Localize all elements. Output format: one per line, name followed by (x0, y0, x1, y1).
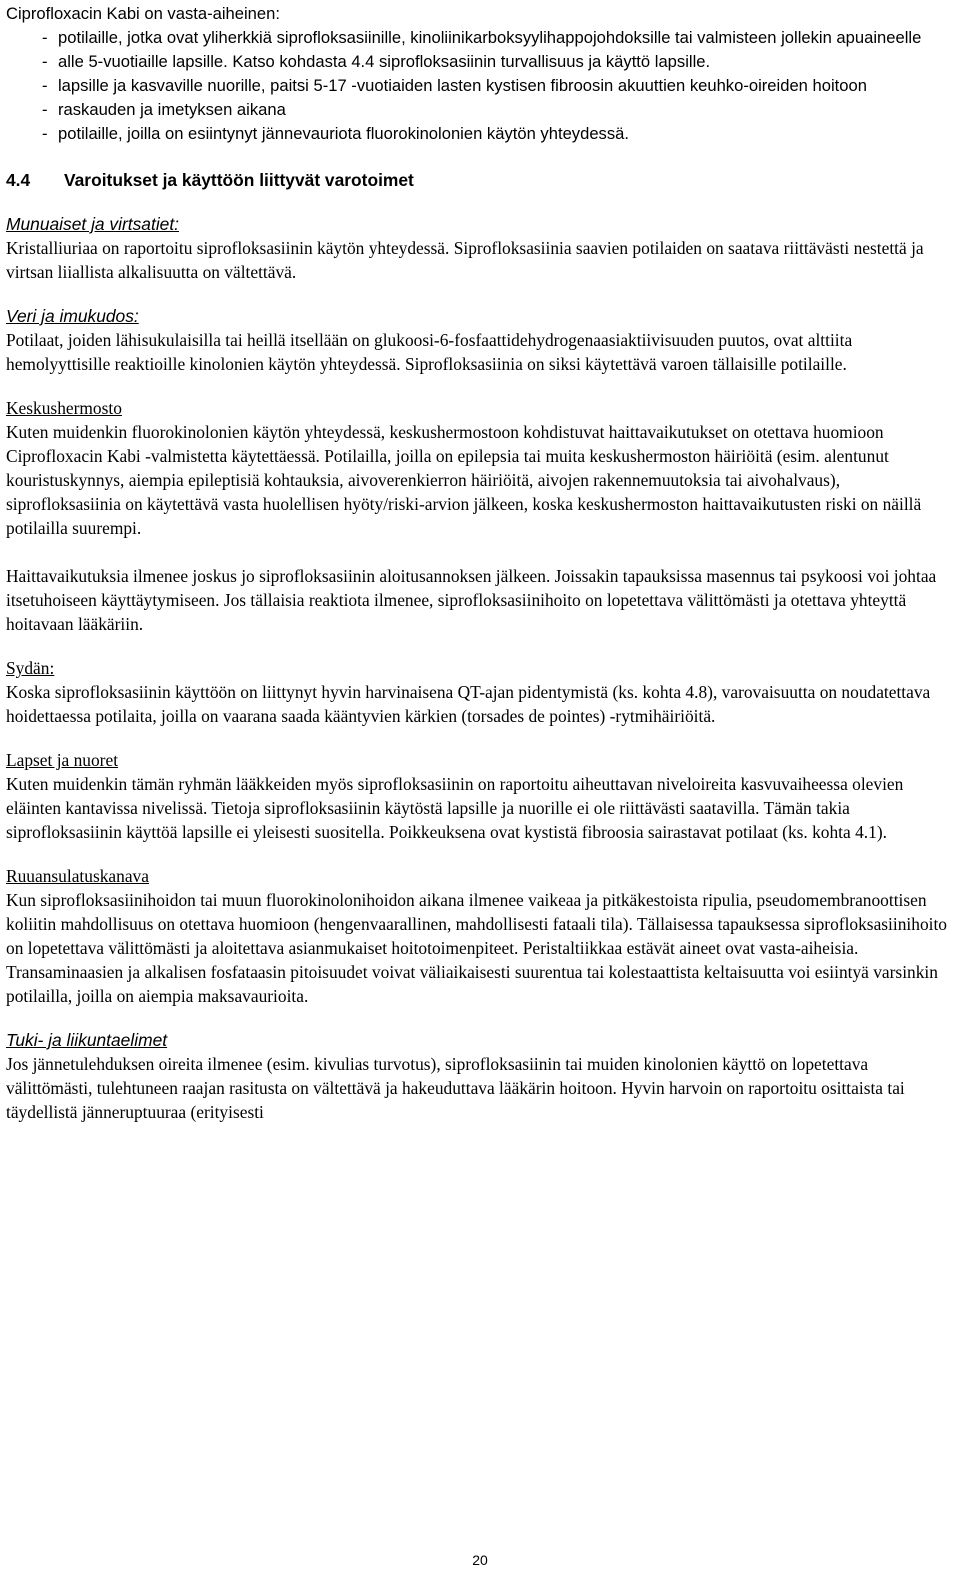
list-item-text: raskauden ja imetyksen aikana (58, 100, 286, 119)
contraindications-list (6, 26, 952, 146)
paragraph-tuki: Jos jännetulehduksen oireita ilmenee (esim. kivulias turvotus), siprofloksasiinin tai muiden kinolonien käyttö on lopetettava välittömästi, tulehtuneen raajan rasitusta on vältettävä ja hakeuduttava lääkärin hoitoon. Hyvin harvoin on raportoitu osittaista tai täydellistä jänneruptuuraa (erityisesti (6, 1054, 905, 1122)
contraindications-block (6, 2, 952, 146)
subheading-veri: Veri ja imukudos: (6, 306, 139, 326)
subheading-munuaiset: Munuaiset ja virtsatiet: (6, 214, 180, 234)
list-item-text: potilaille, jotka ovat yliherkkiä siprofloksasiinille, kinoliinikarboksyylihappojohdoksille tai valmisteen jollekin apuaineelle (58, 28, 922, 47)
document-page (6, 2, 952, 1124)
subheading-keskushermosto: Keskushermosto (6, 398, 122, 418)
subheading-ruuansulatus: Ruuansulatuskanava (6, 866, 149, 886)
subheading-lapset: Lapset ja nuoret (6, 750, 119, 770)
subheading-tuki: Tuki- ja liikuntaelimet (6, 1030, 168, 1050)
paragraph-munuaiset: Kristalliuriaa on raportoitu siprofloksasiinin käytön yhteydessä. Siprofloksasiinia saavien potilaiden on saatava riittävästi nestettä ja virtsan liiallista alkalisuutta on vältettävä. (6, 238, 924, 282)
list-item: - alle 5-vuotiaille lapsille. Katso kohdasta 4.4 siprofloksasiinin turvallisuus ja käyttö lapsille. (42, 52, 711, 71)
paragraph-keskushermosto-2: Haittavaikutuksia ilmenee joskus jo siprofloksasiinin aloitusannoksen jälkeen. Joissakin tapauksissa masennus tai psykoosi voi johtaa itsetuhoiseen käyttäytymiseen. Jos tällaisia reaktiota ilmenee, siprofloksasiinihoito on lopetettava välittömästi ja otettava yhteyttä hoitavaan lääkäriin. (6, 566, 937, 634)
list-item: - raskauden ja imetyksen aikana (42, 100, 286, 119)
section-heading (6, 168, 952, 192)
paragraph-lapset: Kuten muidenkin tämän ryhmän lääkkeiden myös siprofloksasiinin on raportoitu aiheuttavan niveloireita kasvuvaiheessa olevien eläinten kantavissa nivelissä. Tietoja siprofloksasiinin käytöstä lapsille ja nuorille ei ole riittävästi saatavilla. Tämän takia siprofloksasiinin käyttöä lapsille ei yleisesti suositella. Poikkeuksena ovat kystistä fibroosia sairastavat potilaat (ks. kohta 4.1). (6, 774, 904, 842)
page-number: 20 (472, 1552, 488, 1568)
paragraph-ruuansulatus-2: Transaminaasien ja alkalisen fosfataasin pitoisuudet voivat väliaikaisesti suurentua tai kolestaattista keltaisuutta voi esiintyä varsinkin potilailla, joilla on aiempia maksavaurioita. (6, 962, 938, 1006)
list-item-text: potilaille, joilla on esiintynyt jännevauriota fluorokinolonien käytön yhteydessä. (58, 124, 629, 143)
list-item-text: alle 5-vuotiaille lapsille. Katso kohdasta 4.4 siprofloksasiinin turvallisuus ja käyttö lapsille. (58, 52, 711, 71)
subheading-sydan: Sydän: (6, 658, 55, 678)
paragraph-veri: Potilaat, joiden lähisukulaisilla tai heillä itsellään on glukoosi-6-fosfaattidehydrogenaasiaktiivisuuden puutos, ovat alttiita hemolyyttisille reaktioille kinolonien käytön yhteydessä. Siprofloksasiinia on siksi käytettävä varoen tällaisille potilaille. (6, 330, 853, 374)
paragraph-ruuansulatus-1: Kun siprofloksasiinihoidon tai muun fluorokinolonihoidon aikana ilmenee vaikeaa ja pitkäkestoista ripulia, pseudomembranoottisen koliitin mahdollisuus on otettava huomioon (hengenvaarallinen, mahdollisesti fataali tila). Tällaisessa tapauksessa siprofloksasiinihoito on lopetettava välittömästi ja aloitettava asianmukaiset hoitotoimenpiteet. Peristaltiikkaa estävät aineet ovat vasta-aiheisia. (6, 890, 947, 958)
section-title: Varoitukset ja käyttöön liittyvät varotoimet (64, 170, 414, 190)
paragraph-sydan: Koska siprofloksasiinin käyttöön on liittynyt hyvin harvinaisena QT-ajan pidentymistä (ks. kohta 4.8), varovaisuutta on noudatettava hoidettaessa potilaita, joilla on vaarana saada kääntyvien kärkien (torsades de pointes) -rytmihäiriöitä. (6, 682, 931, 726)
list-item-text: lapsille ja kasvaville nuorille, paitsi 5-17 -vuotiaiden lasten kystisen fibroosin akuuttien keuhko-oireiden hoitoon (58, 76, 867, 95)
contraindications-lead: Ciprofloxacin Kabi on vasta-aiheinen: (6, 4, 280, 23)
section-number: 4.4 (6, 170, 31, 190)
list-item: - potilaille, jotka ovat yliherkkiä siprofloksasiinille, kinoliinikarboksyylihappojohdoksille tai valmisteen jollekin apuaineelle (42, 28, 922, 47)
list-item: - potilaille, joilla on esiintynyt jännevauriota fluorokinolonien käytön yhteydessä. (42, 124, 629, 143)
paragraph-keskushermosto-1: Kuten muidenkin fluorokinolonien käytön yhteydessä, keskushermostoon kohdistuvat haittavaikutukset on otettava huomioon Ciprofloxacin Kabi -valmistetta käytettäessä. Potilailla, joilla on epilepsia tai muita keskushermoston häiriöitä (esim. alentunut kouristuskynnys, aiempia epileptisiä kohtauksia, aivoverenkierron häiriöitä, aivojen rakennemuutoksia tai aivohalvaus), siprofloksasiinia on käytettävä vasta huolellisen hyöty/riski-arvion jälkeen, koska keskushermoston haittavaikutusten riski on näillä potilailla suurempi. (6, 422, 922, 538)
list-item: - lapsille ja kasvaville nuorille, paitsi 5-17 -vuotiaiden lasten kystisen fibroosin akuuttien keuhko-oireiden hoitoon (42, 76, 867, 95)
